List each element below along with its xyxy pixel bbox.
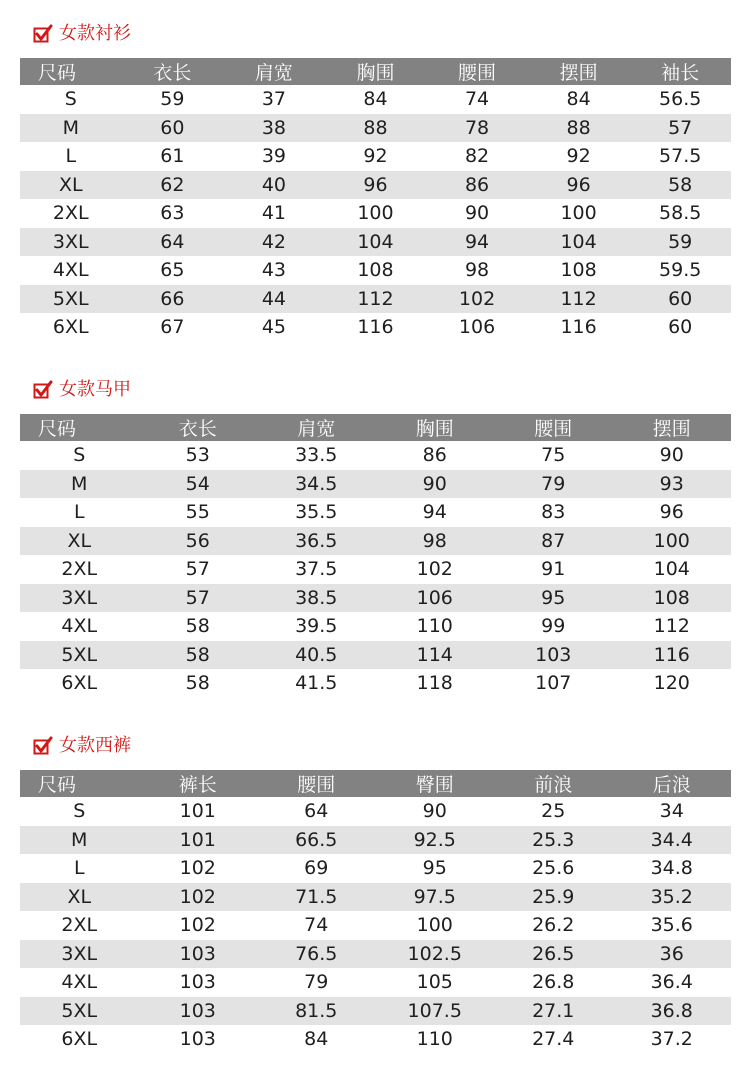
- table-row: [20, 641, 731, 670]
- size-label-cell: 3XL: [20, 940, 139, 969]
- measurement-cell: 53: [185, 444, 210, 467]
- size-label-cell: 2XL: [61, 558, 98, 581]
- table-header-row: [20, 58, 731, 85]
- measurement-cell: 108: [560, 259, 597, 282]
- measurement-cell: 25: [541, 800, 566, 823]
- size-label-cell: 6XL: [61, 1028, 98, 1051]
- size-label-cell: M: [20, 470, 139, 499]
- measurement-cell: 79: [304, 971, 329, 994]
- measurement-cell: 104: [528, 228, 630, 257]
- measurement-cell: 61: [160, 145, 185, 168]
- measurement-cell: 40.5: [257, 641, 376, 670]
- size-label-cell: XL: [20, 171, 122, 200]
- measurement-cell: 26.5: [494, 940, 613, 969]
- section-heading: [33, 377, 131, 403]
- measurement-cell: 65: [160, 259, 185, 282]
- measurement-cell: 106: [458, 316, 496, 339]
- measurement-cell: 75: [541, 444, 566, 467]
- table-row: [20, 114, 731, 143]
- section-title: 女款马甲: [59, 379, 131, 400]
- table-row: [20, 228, 731, 257]
- measurement-cell: 112: [325, 285, 427, 314]
- column-header: 尺码: [20, 414, 139, 441]
- measurement-cell: 78: [426, 114, 528, 143]
- table-row: [20, 854, 731, 883]
- measurement-cell: 84: [363, 88, 388, 111]
- measurement-cell: 102: [139, 883, 258, 912]
- table-row: [20, 441, 731, 470]
- column-header: 臀围: [376, 770, 495, 797]
- measurement-cell: 86: [426, 171, 528, 200]
- table-row: [20, 256, 731, 285]
- measurement-cell: 37.2: [650, 1028, 693, 1051]
- measurement-cell: 41: [261, 202, 286, 225]
- measurement-cell: 56.5: [659, 88, 702, 111]
- measurement-cell: 25.3: [494, 826, 613, 855]
- measurement-cell: 81.5: [257, 997, 376, 1026]
- measurement-cell: 69: [304, 857, 329, 880]
- measurement-cell: 103: [179, 971, 216, 994]
- column-header: 胸围: [325, 58, 427, 85]
- measurement-cell: 59: [160, 88, 185, 111]
- measurement-cell: 107: [535, 672, 572, 695]
- measurement-cell: 54: [139, 470, 258, 499]
- size-label-cell: XL: [20, 883, 139, 912]
- measurement-cell: 110: [416, 615, 453, 638]
- column-header: 袖长: [629, 58, 731, 85]
- measurement-cell: 55: [185, 501, 210, 524]
- measurement-cell: 60: [629, 285, 731, 314]
- measurement-cell: 103: [139, 997, 258, 1026]
- size-label-cell: M: [20, 826, 139, 855]
- checkbox-check-icon: [33, 380, 53, 400]
- measurement-cell: 107.5: [376, 997, 495, 1026]
- table-header-row: [20, 770, 731, 797]
- measurement-cell: 82: [464, 145, 490, 168]
- measurement-cell: 88: [528, 114, 630, 143]
- measurement-cell: 57: [185, 558, 210, 581]
- column-header: 肩宽: [257, 414, 376, 441]
- table-row: [20, 997, 731, 1026]
- checkbox-check-icon: [33, 736, 53, 756]
- size-label-cell: M: [20, 114, 122, 143]
- measurement-cell: 94: [422, 501, 447, 524]
- measurement-cell: 25.9: [494, 883, 613, 912]
- measurement-cell: 56: [139, 527, 258, 556]
- column-header: 腰围: [426, 58, 528, 85]
- table-row: [20, 199, 731, 228]
- column-header: 尺码: [20, 770, 139, 797]
- measurement-cell: 116: [560, 316, 597, 339]
- measurement-cell: 42: [223, 228, 325, 257]
- measurement-cell: 58.5: [659, 202, 702, 225]
- size-table: [20, 770, 731, 1054]
- checkbox-check-icon: [33, 24, 53, 44]
- column-header: 摆围: [613, 414, 732, 441]
- measurement-cell: 58: [185, 672, 210, 695]
- table-row: [20, 498, 731, 527]
- size-label-cell: 5XL: [20, 641, 139, 670]
- measurement-cell: 90: [659, 444, 684, 467]
- measurement-cell: 86: [422, 444, 447, 467]
- measurement-cell: 71.5: [257, 883, 376, 912]
- measurement-cell: 83: [541, 501, 566, 524]
- column-header: 尺码: [20, 58, 122, 85]
- measurement-cell: 92.5: [376, 826, 495, 855]
- size-label-cell: 4XL: [61, 615, 98, 638]
- size-label-cell: 3XL: [20, 228, 122, 257]
- measurement-cell: 94: [426, 228, 528, 257]
- table-row: [20, 584, 731, 613]
- measurement-cell: 38: [223, 114, 325, 143]
- measurement-cell: 98: [376, 527, 495, 556]
- column-header: 摆围: [528, 58, 630, 85]
- measurement-cell: 40: [223, 171, 325, 200]
- measurement-cell: 76.5: [257, 940, 376, 969]
- measurement-cell: 103: [494, 641, 613, 670]
- measurement-cell: 57.5: [659, 145, 702, 168]
- measurement-cell: 99: [541, 615, 566, 638]
- measurement-cell: 120: [653, 672, 690, 695]
- measurement-cell: 118: [416, 672, 453, 695]
- column-header: 后浪: [613, 770, 732, 797]
- measurement-cell: 90: [464, 202, 490, 225]
- measurement-cell: 102.5: [376, 940, 495, 969]
- measurement-cell: 34.8: [650, 857, 693, 880]
- measurement-cell: 96: [528, 171, 630, 200]
- measurement-cell: 36.4: [650, 971, 693, 994]
- measurement-cell: 43: [261, 259, 286, 282]
- size-label-cell: S: [73, 444, 86, 467]
- measurement-cell: 92: [363, 145, 388, 168]
- measurement-cell: 101: [179, 800, 216, 823]
- measurement-cell: 87: [494, 527, 613, 556]
- column-header: 肩宽: [223, 58, 325, 85]
- measurement-cell: 39.5: [295, 615, 338, 638]
- section-title: 女款衬衫: [59, 23, 131, 44]
- section-title: 女款西裤: [59, 735, 131, 756]
- size-label-cell: S: [73, 800, 86, 823]
- column-header: 腰围: [257, 770, 376, 797]
- table-row: [20, 285, 731, 314]
- measurement-cell: 102: [179, 857, 216, 880]
- size-table: [20, 414, 731, 698]
- measurement-cell: 67: [160, 316, 185, 339]
- size-label-cell: 3XL: [20, 584, 139, 613]
- table-row: [20, 612, 731, 641]
- measurement-cell: 88: [325, 114, 427, 143]
- table-row: [20, 142, 731, 171]
- measurement-cell: 34: [659, 800, 684, 823]
- table-row: [20, 555, 731, 584]
- table-row: [20, 171, 731, 200]
- measurement-cell: 112: [528, 285, 630, 314]
- measurement-cell: 35.2: [613, 883, 732, 912]
- measurement-cell: 37: [261, 88, 286, 111]
- measurement-cell: 106: [376, 584, 495, 613]
- table-row: [20, 85, 731, 114]
- measurement-cell: 91: [541, 558, 566, 581]
- table-row: [20, 1025, 731, 1054]
- measurement-cell: 100: [560, 202, 597, 225]
- measurement-cell: 60: [668, 316, 693, 339]
- measurement-cell: 108: [613, 584, 732, 613]
- measurement-cell: 112: [653, 615, 690, 638]
- size-label-cell: 4XL: [61, 971, 98, 994]
- measurement-cell: 64: [122, 228, 224, 257]
- measurement-cell: 58: [185, 615, 210, 638]
- measurement-cell: 58: [139, 641, 258, 670]
- measurement-cell: 34.4: [613, 826, 732, 855]
- measurement-cell: 62: [122, 171, 224, 200]
- measurement-cell: 96: [325, 171, 427, 200]
- measurement-cell: 101: [139, 826, 258, 855]
- size-label-cell: 5XL: [20, 997, 139, 1026]
- measurement-cell: 102: [179, 914, 216, 937]
- measurement-cell: 93: [613, 470, 732, 499]
- measurement-cell: 100: [357, 202, 394, 225]
- measurement-cell: 35.6: [650, 914, 693, 937]
- section-heading: [33, 733, 131, 759]
- measurement-cell: 45: [261, 316, 286, 339]
- measurement-cell: 35.5: [295, 501, 338, 524]
- size-label-cell: 6XL: [52, 316, 89, 339]
- measurement-cell: 102: [416, 558, 453, 581]
- measurement-cell: 108: [357, 259, 394, 282]
- measurement-cell: 90: [376, 470, 495, 499]
- measurement-cell: 105: [416, 971, 453, 994]
- measurement-cell: 58: [629, 171, 731, 200]
- table-row: [20, 968, 731, 997]
- table-row: [20, 527, 731, 556]
- size-label-cell: L: [73, 857, 85, 880]
- measurement-cell: 74: [304, 914, 329, 937]
- measurement-cell: 26.8: [532, 971, 575, 994]
- measurement-cell: 64: [304, 800, 329, 823]
- measurement-cell: 79: [494, 470, 613, 499]
- column-header: 衣长: [122, 58, 224, 85]
- table-row: [20, 669, 731, 698]
- measurement-cell: 63: [160, 202, 185, 225]
- measurement-cell: 100: [416, 914, 453, 937]
- column-header: 前浪: [494, 770, 613, 797]
- table-row: [20, 313, 731, 342]
- measurement-cell: 84: [304, 1028, 329, 1051]
- measurement-cell: 74: [464, 88, 490, 111]
- size-label-cell: 2XL: [61, 914, 98, 937]
- measurement-cell: 102: [426, 285, 528, 314]
- measurement-cell: 44: [223, 285, 325, 314]
- measurement-cell: 84: [566, 88, 591, 111]
- size-label-cell: 6XL: [61, 672, 98, 695]
- measurement-cell: 26.2: [532, 914, 575, 937]
- section-heading: [33, 21, 131, 47]
- size-table: [20, 58, 731, 342]
- measurement-cell: 57: [629, 114, 731, 143]
- measurement-cell: 104: [653, 558, 690, 581]
- measurement-cell: 114: [376, 641, 495, 670]
- measurement-cell: 100: [613, 527, 732, 556]
- measurement-cell: 27.1: [494, 997, 613, 1026]
- column-header: 胸围: [376, 414, 495, 441]
- table-row: [20, 797, 731, 826]
- table-row: [20, 826, 731, 855]
- size-label-cell: 2XL: [52, 202, 89, 225]
- measurement-cell: 34.5: [257, 470, 376, 499]
- measurement-cell: 27.4: [532, 1028, 575, 1051]
- table-row: [20, 883, 731, 912]
- measurement-cell: 97.5: [376, 883, 495, 912]
- measurement-cell: 66: [122, 285, 224, 314]
- measurement-cell: 38.5: [257, 584, 376, 613]
- measurement-cell: 33.5: [295, 444, 338, 467]
- measurement-cell: 36: [613, 940, 732, 969]
- table-row: [20, 911, 731, 940]
- table-row: [20, 940, 731, 969]
- measurement-cell: 59: [629, 228, 731, 257]
- measurement-cell: 95: [494, 584, 613, 613]
- size-label-cell: XL: [20, 527, 139, 556]
- measurement-cell: 41.5: [295, 672, 338, 695]
- size-label-cell: S: [64, 88, 77, 111]
- table-row: [20, 470, 731, 499]
- measurement-cell: 96: [659, 501, 684, 524]
- measurement-cell: 90: [422, 800, 447, 823]
- measurement-cell: 95: [422, 857, 447, 880]
- measurement-cell: 57: [139, 584, 258, 613]
- size-label-cell: 4XL: [52, 259, 89, 282]
- size-label-cell: 5XL: [20, 285, 122, 314]
- column-header: 衣长: [139, 414, 258, 441]
- measurement-cell: 25.6: [532, 857, 575, 880]
- measurement-cell: 39: [261, 145, 286, 168]
- measurement-cell: 66.5: [257, 826, 376, 855]
- measurement-cell: 36.5: [257, 527, 376, 556]
- measurement-cell: 110: [416, 1028, 453, 1051]
- table-header-row: [20, 414, 731, 441]
- measurement-cell: 116: [613, 641, 732, 670]
- measurement-cell: 104: [325, 228, 427, 257]
- measurement-cell: 98: [464, 259, 490, 282]
- column-header: 腰围: [494, 414, 613, 441]
- measurement-cell: 92: [566, 145, 591, 168]
- measurement-cell: 116: [357, 316, 394, 339]
- size-label-cell: L: [65, 145, 77, 168]
- measurement-cell: 60: [122, 114, 224, 143]
- column-header: 裤长: [139, 770, 258, 797]
- measurement-cell: 59.5: [659, 259, 702, 282]
- measurement-cell: 36.8: [613, 997, 732, 1026]
- size-label-cell: L: [73, 501, 85, 524]
- measurement-cell: 37.5: [295, 558, 338, 581]
- measurement-cell: 103: [179, 1028, 216, 1051]
- measurement-cell: 103: [139, 940, 258, 969]
